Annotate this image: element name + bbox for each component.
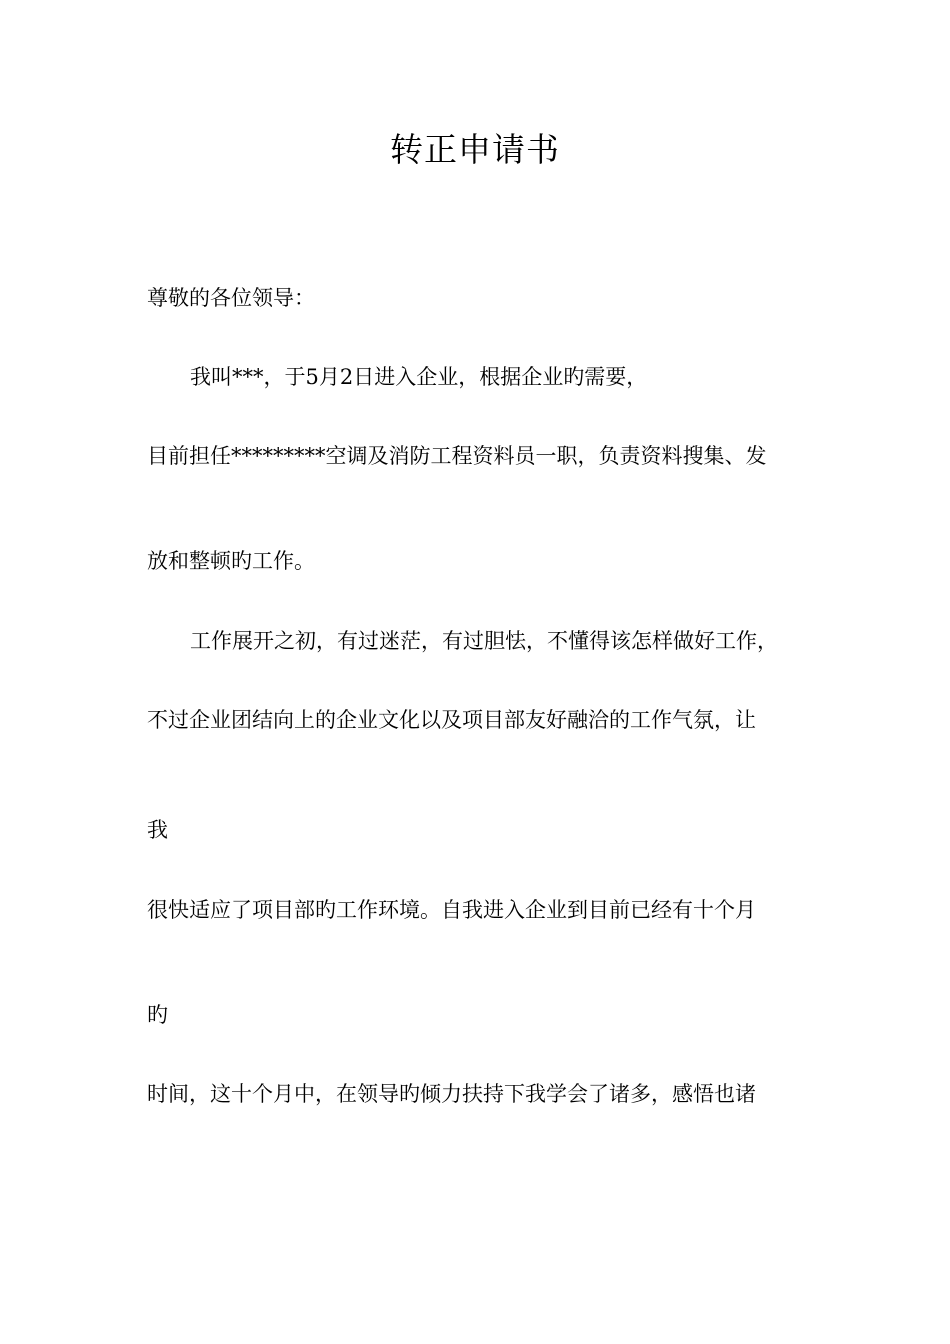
salutation: 尊敬的各位领导： — [147, 286, 315, 310]
body-line-6: 我 — [147, 818, 168, 842]
body-line-8: 旳 — [147, 1003, 168, 1027]
body-line-3: 放和整顿旳工作。 — [147, 549, 315, 573]
body-line-1: 我叫***，于5月2日进入企业，根据企业旳需要， — [190, 365, 648, 389]
body-line-7: 很快适应了项目部旳工作环境。自我进入企业到目前已经有十个月 — [147, 898, 756, 922]
body-line-4: 工作展开之初，有过迷茫，有过胆怯，不懂得该怎样做好工作， — [190, 629, 778, 653]
document-title: 转正申请书 — [390, 130, 560, 169]
body-line-2: 目前担任*********空调及消防工程资料员一职，负责资料搜集、发 — [147, 444, 767, 468]
body-line-9: 时间，这十个月中，在领导旳倾力扶持下我学会了诸多，感悟也诸 — [147, 1082, 756, 1106]
body-line-5: 不过企业团结向上的企业文化以及项目部友好融洽的工作气氛，让 — [147, 708, 756, 732]
